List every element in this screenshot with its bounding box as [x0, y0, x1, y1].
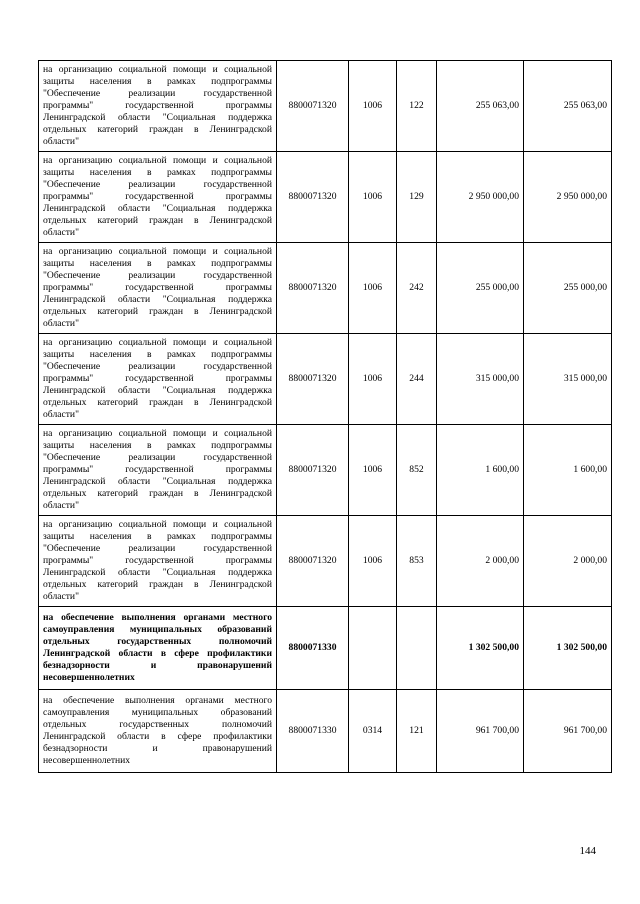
row-target-article-code: 8800071320 [277, 243, 349, 334]
row-amount-2: 2 950 000,00 [524, 152, 612, 243]
row-expense-type-code [397, 607, 437, 690]
row-description: на организацию социальной помощи и социальной защиты населения в рамках подпрограммы "Обеспечение реализации государственной программы" государственной программы Ленинградской области "Социальная поддержка отдельных категорий граждан в Ленинградской области" [39, 243, 277, 334]
row-amount-2: 255 063,00 [524, 61, 612, 152]
row-amount-1: 961 700,00 [437, 690, 524, 773]
row-amount-1: 255 063,00 [437, 61, 524, 152]
row-section-code: 1006 [349, 152, 397, 243]
row-expense-type-code: 852 [397, 425, 437, 516]
table-row [39, 152, 612, 243]
row-section-code: 1006 [349, 334, 397, 425]
table-row [39, 607, 612, 690]
budget-table-body [39, 61, 612, 773]
row-description: на организацию социальной помощи и социальной защиты населения в рамках подпрограммы "Обеспечение реализации государственной программы" государственной программы Ленинградской области "Социальная поддержка отдельных категорий граждан в Ленинградской области" [39, 61, 277, 152]
row-amount-1: 315 000,00 [437, 334, 524, 425]
row-section-code: 1006 [349, 61, 397, 152]
row-description: на организацию социальной помощи и социальной защиты населения в рамках подпрограммы "Обеспечение реализации государственной программы" государственной программы Ленинградской области "Социальная поддержка отдельных категорий граждан в Ленинградской области" [39, 334, 277, 425]
row-amount-1: 2 000,00 [437, 516, 524, 607]
table-row [39, 516, 612, 607]
row-description: на организацию социальной помощи и социальной защиты населения в рамках подпрограммы "Обеспечение реализации государственной программы" государственной программы Ленинградской области "Социальная поддержка отдельных категорий граждан в Ленинградской области" [39, 152, 277, 243]
row-amount-2: 1 600,00 [524, 425, 612, 516]
row-section-code [349, 607, 397, 690]
row-expense-type-code: 121 [397, 690, 437, 773]
row-amount-2: 961 700,00 [524, 690, 612, 773]
row-section-code: 1006 [349, 516, 397, 607]
row-amount-2: 255 000,00 [524, 243, 612, 334]
row-amount-2: 315 000,00 [524, 334, 612, 425]
budget-table [38, 60, 612, 773]
row-target-article-code: 8800071320 [277, 152, 349, 243]
row-amount-1: 1 302 500,00 [437, 607, 524, 690]
row-section-code: 1006 [349, 425, 397, 516]
row-description: на организацию социальной помощи и социальной защиты населения в рамках подпрограммы "Обеспечение реализации государственной программы" государственной программы Ленинградской области "Социальная поддержка отдельных категорий граждан в Ленинградской области" [39, 516, 277, 607]
row-section-code: 1006 [349, 243, 397, 334]
row-description: на обеспечение выполнения органами местного самоуправления муниципальных образований отдельных государственных полномочий Ленинградской области в сфере профилактики безнадзорности и правонарушений несовершеннолетних [39, 607, 277, 690]
row-target-article-code: 8800071320 [277, 516, 349, 607]
row-amount-1: 2 950 000,00 [437, 152, 524, 243]
row-expense-type-code: 242 [397, 243, 437, 334]
row-expense-type-code: 122 [397, 61, 437, 152]
page-number: 144 [579, 845, 596, 857]
table-row [39, 243, 612, 334]
row-description: на обеспечение выполнения органами местного самоуправления муниципальных образований отдельных государственных полномочий Ленинградской области в сфере профилактики безнадзорности и правонарушений несовершеннолетних [39, 690, 277, 773]
row-target-article-code: 8800071330 [277, 607, 349, 690]
row-amount-2: 1 302 500,00 [524, 607, 612, 690]
table-row [39, 690, 612, 773]
row-target-article-code: 8800071330 [277, 690, 349, 773]
table-row [39, 425, 612, 516]
row-target-article-code: 8800071320 [277, 61, 349, 152]
row-expense-type-code: 129 [397, 152, 437, 243]
row-section-code: 0314 [349, 690, 397, 773]
table-row [39, 334, 612, 425]
row-expense-type-code: 853 [397, 516, 437, 607]
row-expense-type-code: 244 [397, 334, 437, 425]
row-amount-1: 255 000,00 [437, 243, 524, 334]
row-description: на организацию социальной помощи и социальной защиты населения в рамках подпрограммы "Обеспечение реализации государственной программы" государственной программы Ленинградской области "Социальная поддержка отдельных категорий граждан в Ленинградской области" [39, 425, 277, 516]
row-amount-2: 2 000,00 [524, 516, 612, 607]
row-amount-1: 1 600,00 [437, 425, 524, 516]
table-row [39, 61, 612, 152]
row-target-article-code: 8800071320 [277, 334, 349, 425]
row-target-article-code: 8800071320 [277, 425, 349, 516]
